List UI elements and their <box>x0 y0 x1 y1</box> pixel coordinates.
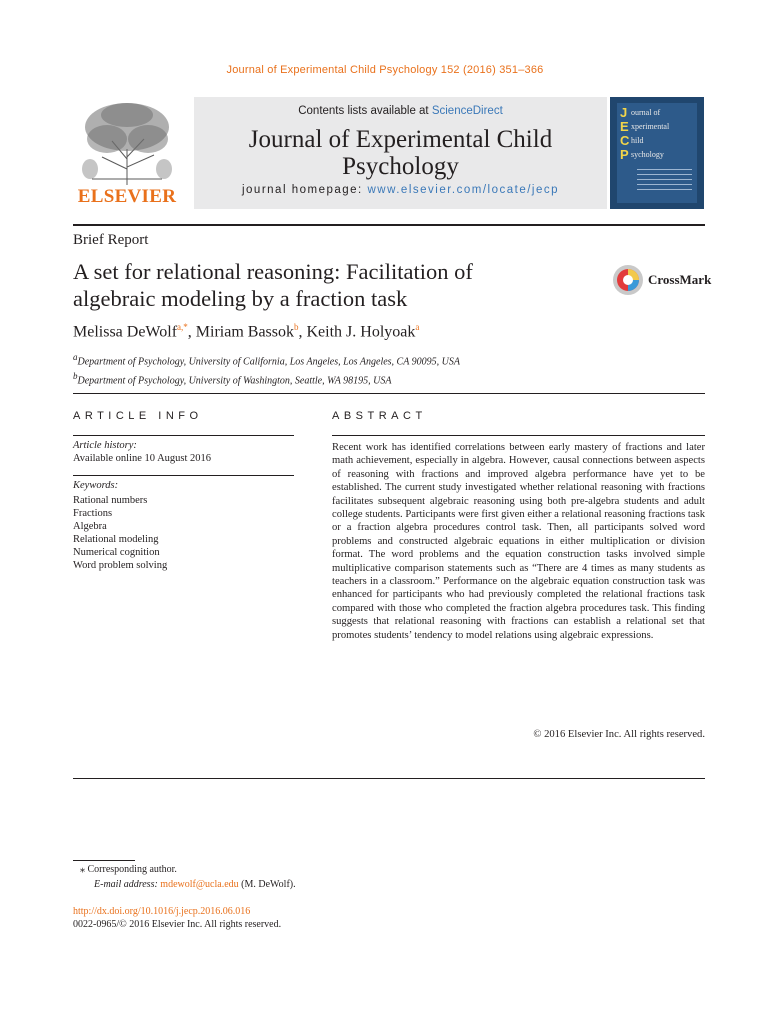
author-affiliation-mark[interactable]: a <box>415 322 420 332</box>
journal-citation[interactable]: Journal of Experimental Child Psychology 152 (2016) 351–366 <box>226 64 544 76</box>
abstract-copyright: © 2016 Elsevier Inc. All rights reserved. <box>533 729 705 740</box>
cover-word-4: sychology <box>631 150 664 159</box>
article-info-rule <box>73 435 294 436</box>
issn-line: 0022-0965/© 2016 Elsevier Inc. All rights reserved. <box>73 919 282 930</box>
cover-letter-p: P <box>620 147 629 162</box>
abstract-end-rule <box>73 778 705 779</box>
keywords-list <box>73 494 167 572</box>
email-label: E-mail address: <box>94 879 161 890</box>
article-title <box>73 258 593 312</box>
article-info-heading: ARTICLE INFO <box>73 410 203 422</box>
publisher-logo-text: ELSEVIER <box>77 186 177 207</box>
keyword-item: Fractions <box>73 508 113 519</box>
cover-letter-j: J <box>620 105 628 120</box>
corresponding-author-note: ⁎ Corresponding author. <box>80 864 177 875</box>
doi-link[interactable]: http://dx.doi.org/10.1016/j.jecp.2016.06.016 <box>73 906 251 917</box>
keywords-label: Keywords: <box>73 480 119 491</box>
journal-homepage <box>194 184 607 196</box>
contents-line <box>194 105 607 117</box>
footnote-rule <box>73 860 135 861</box>
author-affiliation-mark[interactable]: b <box>294 322 299 332</box>
cover-word-2: xperimental <box>631 122 670 131</box>
header-rule <box>73 224 705 226</box>
article-title-line1: A set for relational reasoning: Facilitation of <box>73 259 473 284</box>
author-affiliation-mark[interactable]: a,* <box>177 322 188 332</box>
affiliation-line: $^b$Department of Psychology, University of Washington, Seattle, WA 98195, USA <box>73 371 392 387</box>
sciencedirect-link[interactable]: ScienceDirect <box>431 105 503 117</box>
email-note: E-mail address: mdewolf@ucla.edu (M. DeWolf). <box>94 879 296 890</box>
section-rule <box>73 393 705 394</box>
cover-letter-c: C <box>620 133 630 148</box>
cover-word-3: hild <box>631 136 644 145</box>
contents-prefix: Contents lists available at <box>298 105 432 117</box>
history-value: Available online 10 August 2016 <box>73 453 212 464</box>
keyword-item: Relational modeling <box>73 534 159 545</box>
journal-title-line2: Psychology <box>342 153 459 180</box>
abstract-text: Recent work has identified correlations between early mastery of fractions and later math achievement, especially in algebra. However, causal connections between aspects of reasoning with fractions and improved algebra performance have yet to be established. The current study investigated whether relational reasoning with fractions facilitates subsequent algebraic reasoning using both pre-algebra students and adult college students. Participants were first given either a relational reasoning fractions task or a fraction algebra procedures control task. Then, all participants solved word problems and constructed algebraic equations in either multiplication or division format. The word problems and the equation construction tasks involved simple multiplicative comparison statements such as “There are 4 times as many students as teachers in a classroom.” Performance on the algebraic equation construction task was enhanced for participants who had previously completed the relational fractions task compared with those who completed the fraction algebra procedures task. This finding suggests that relational reasoning with fractions can establish a relational set that promotes students’ tendency to model relations using algebraic expressions. <box>332 442 705 641</box>
abstract-rule <box>332 435 705 436</box>
author-name: Melissa DeWolf <box>73 323 178 341</box>
journal-title <box>194 126 607 180</box>
author-list: Melissa DeWolf$^{a,*}$, Miriam Bassok$^b$, Keith J. Holyoak$^a$ <box>73 322 420 341</box>
homepage-link[interactable]: www.elsevier.com/locate/jecp <box>367 184 560 196</box>
article-info-rule-2 <box>73 475 294 476</box>
cover-word-1: ournal of <box>631 108 661 117</box>
author-name: Miriam Bassok <box>195 323 294 341</box>
keyword-item: Word problem solving <box>73 560 168 571</box>
keyword-item: Algebra <box>73 521 107 532</box>
email-link[interactable]: mdewolf@ucla.edu <box>160 879 239 890</box>
affiliation-line: $^a$Department of Psychology, University of California, Los Angeles, Los Angeles, CA 90095, USA <box>73 352 460 368</box>
crossmark-label: CrossMark <box>648 272 712 287</box>
crossmark-badge[interactable] <box>612 261 712 299</box>
affiliations <box>73 350 460 389</box>
keyword-item: Numerical cognition <box>73 547 160 558</box>
abstract-heading: ABSTRACT <box>332 410 427 422</box>
homepage-prefix: journal homepage: <box>241 184 368 196</box>
journal-cover-thumbnail <box>610 97 704 209</box>
history-label: Article history: <box>73 440 137 451</box>
cover-letter-e: E <box>620 119 629 134</box>
journal-title-line1: Journal of Experimental Child <box>248 126 553 153</box>
keyword-item: Rational numbers <box>73 495 148 506</box>
footnote-star: ⁎ <box>80 864 85 875</box>
author-name: Keith J. Holyoak <box>306 323 416 341</box>
article-type: Brief Report <box>73 232 149 248</box>
article-title-line2: algebraic modeling by a fraction task <box>73 286 408 311</box>
